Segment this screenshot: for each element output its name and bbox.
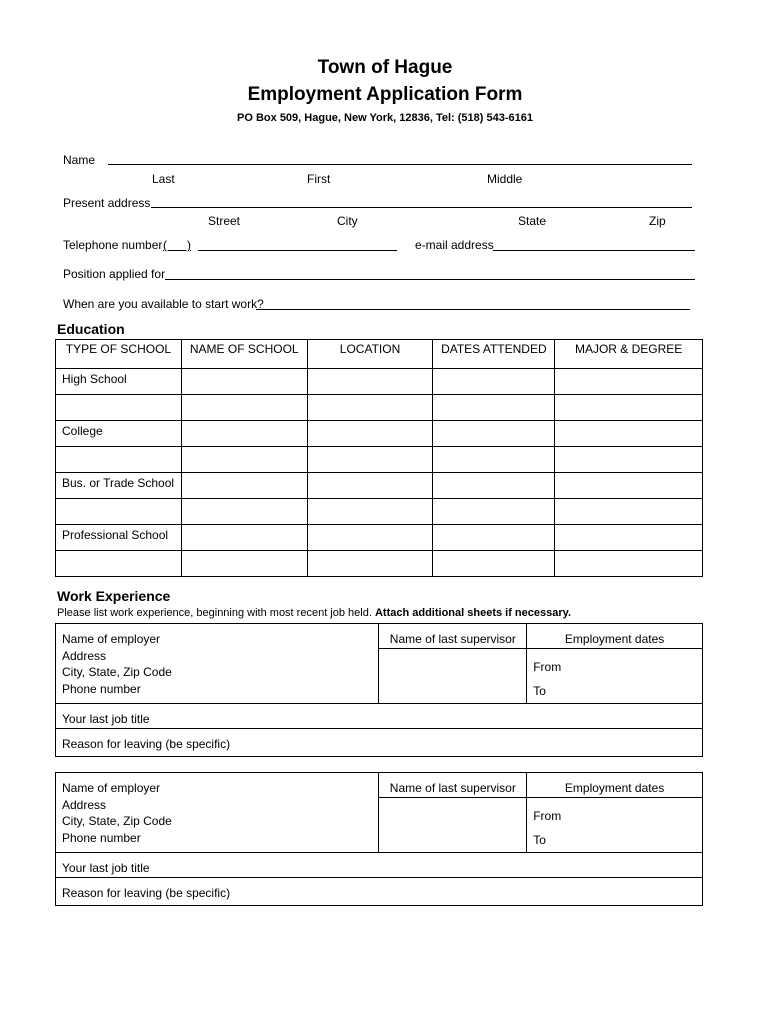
table-cell[interactable]	[307, 395, 433, 421]
table-row	[56, 447, 703, 473]
supervisor-header: Name of last supervisor	[379, 624, 527, 649]
reason-label: Reason for leaving (be specific)	[62, 886, 231, 900]
col-name-of-school: NAME OF SCHOOL	[181, 340, 307, 369]
table-cell[interactable]	[181, 421, 307, 447]
table-row	[56, 395, 703, 421]
name-middle-caption: Middle	[487, 172, 523, 186]
table-cell[interactable]	[555, 421, 703, 447]
address-city-caption: City	[337, 214, 358, 228]
table-cell[interactable]	[181, 395, 307, 421]
job-title-field[interactable]	[56, 853, 703, 878]
table-cell[interactable]	[555, 473, 703, 499]
work-instruction-text: Please list work experience, beginning with most recent job held.	[57, 607, 372, 619]
form-title: Town of Hague	[317, 57, 453, 78]
employer-city-label: City, State, Zip Code	[62, 814, 172, 828]
table-cell[interactable]	[307, 447, 433, 473]
school-type-cell	[56, 551, 182, 577]
col-dates-attended: DATES ATTENDED	[433, 340, 555, 369]
employer-info-cell[interactable]	[56, 624, 379, 704]
education-header-row	[56, 340, 703, 369]
employer-name-label: Name of employer	[62, 781, 161, 795]
employer-phone-label: Phone number	[62, 830, 141, 845]
table-cell[interactable]	[307, 473, 433, 499]
work-experience-block	[55, 623, 703, 757]
table-cell[interactable]	[181, 499, 307, 525]
table-cell[interactable]	[181, 525, 307, 551]
col-location: LOCATION	[307, 340, 433, 369]
table-cell[interactable]	[433, 369, 555, 395]
table-cell[interactable]	[555, 525, 703, 551]
table-cell[interactable]	[555, 447, 703, 473]
table-cell[interactable]	[433, 551, 555, 577]
address-field[interactable]	[151, 207, 692, 208]
col-major-degree: MAJOR & DEGREE	[555, 340, 703, 369]
start-date-label: When are you available to start work?	[63, 297, 264, 311]
table-cell[interactable]	[307, 525, 433, 551]
table-cell[interactable]	[555, 369, 703, 395]
from-label: From	[533, 809, 562, 823]
school-type-cell: High School	[56, 369, 182, 395]
position-label: Position applied for	[63, 267, 166, 281]
name-last-caption: Last	[152, 172, 175, 186]
table-cell[interactable]	[433, 421, 555, 447]
table-cell[interactable]	[433, 473, 555, 499]
telephone-field[interactable]	[198, 250, 397, 251]
table-cell[interactable]	[433, 447, 555, 473]
name-first-caption: First	[307, 172, 331, 186]
email-label: e-mail address	[415, 238, 494, 252]
employer-phone-label: Phone number	[62, 681, 141, 696]
education-table	[55, 339, 703, 577]
job-title-label: Your last job title	[62, 712, 150, 726]
school-type-cell: Professional School	[56, 525, 182, 551]
telephone-label: Telephone number	[63, 238, 163, 252]
education-heading: Education	[57, 321, 125, 337]
email-field[interactable]	[493, 250, 695, 251]
to-label: To	[533, 833, 546, 847]
table-cell[interactable]	[181, 369, 307, 395]
employer-address-label: Address	[62, 797, 107, 812]
work-instruction-bold: Attach additional sheets if necessary.	[374, 607, 571, 619]
school-type-cell: Bus. or Trade School	[56, 473, 182, 499]
work-instruction	[57, 607, 571, 619]
table-cell[interactable]	[555, 551, 703, 577]
table-cell[interactable]	[307, 369, 433, 395]
name-field[interactable]	[108, 164, 692, 165]
employment-dates-cell[interactable]	[527, 798, 703, 853]
area-code-field[interactable]: ( )	[163, 238, 191, 252]
table-row	[56, 499, 703, 525]
to-label: To	[533, 684, 546, 698]
contact-info: PO Box 509, Hague, New York, 12836, Tel: (518) 543-6161	[237, 112, 533, 124]
reason-for-leaving-field[interactable]	[56, 878, 703, 906]
table-cell[interactable]	[181, 447, 307, 473]
table-cell[interactable]	[181, 551, 307, 577]
employer-address-label: Address	[62, 648, 107, 663]
school-type-cell	[56, 395, 182, 421]
position-field[interactable]	[165, 279, 695, 280]
table-cell[interactable]	[555, 395, 703, 421]
employment-dates-header: Employment dates	[527, 624, 703, 649]
table-cell[interactable]	[433, 525, 555, 551]
table-row	[56, 525, 703, 551]
employment-dates-header: Employment dates	[527, 773, 703, 798]
address-state-caption: State	[518, 214, 547, 228]
table-cell[interactable]	[555, 499, 703, 525]
employer-name-label: Name of employer	[62, 632, 161, 646]
form-subtitle: Employment Application Form	[247, 84, 523, 105]
table-row	[56, 421, 703, 447]
table-row	[56, 369, 703, 395]
school-type-cell: College	[56, 421, 182, 447]
col-type-of-school: TYPE OF SCHOOL	[56, 340, 182, 369]
name-label: Name	[63, 153, 96, 167]
table-cell[interactable]	[433, 395, 555, 421]
job-title-field[interactable]	[56, 704, 703, 729]
reason-label: Reason for leaving (be specific)	[62, 737, 231, 751]
work-experience-block	[55, 772, 703, 906]
address-street-caption: Street	[208, 214, 241, 228]
table-cell[interactable]	[307, 499, 433, 525]
from-label: From	[533, 660, 562, 674]
table-cell[interactable]	[433, 499, 555, 525]
employment-dates-cell[interactable]	[527, 649, 703, 704]
table-cell[interactable]	[307, 551, 433, 577]
work-experience-heading: Work Experience	[57, 588, 171, 604]
table-row	[56, 551, 703, 577]
school-type-cell	[56, 499, 182, 525]
table-row	[56, 473, 703, 499]
supervisor-field[interactable]	[379, 649, 527, 704]
table-cell[interactable]	[307, 421, 433, 447]
table-cell[interactable]	[181, 473, 307, 499]
employer-city-label: City, State, Zip Code	[62, 665, 172, 679]
address-zip-caption: Zip	[649, 214, 666, 228]
start-date-field[interactable]	[256, 309, 690, 310]
job-title-label: Your last job title	[62, 861, 150, 875]
address-label: Present address	[63, 196, 151, 210]
supervisor-header: Name of last supervisor	[379, 773, 527, 798]
supervisor-field[interactable]	[379, 798, 527, 853]
school-type-cell	[56, 447, 182, 473]
employer-info-cell[interactable]	[56, 773, 379, 853]
reason-for-leaving-field[interactable]	[56, 729, 703, 757]
